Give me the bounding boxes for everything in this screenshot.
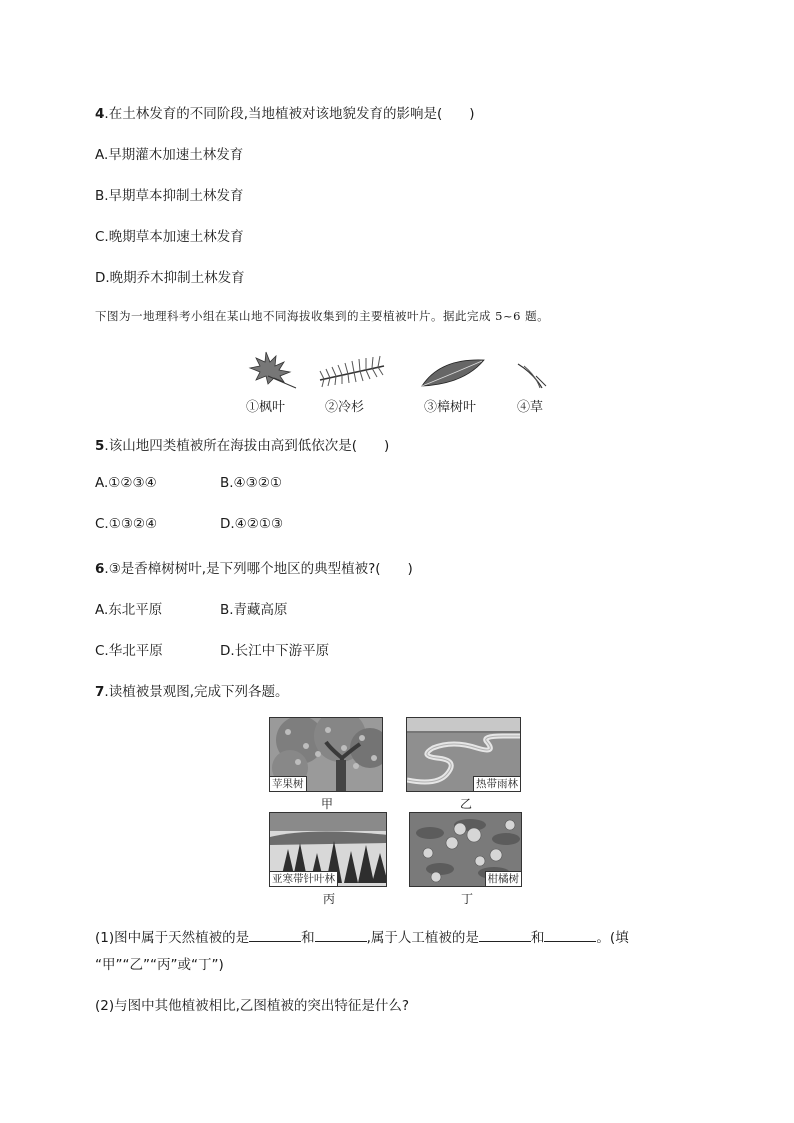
q4-number: 4 bbox=[95, 106, 105, 122]
maple-leaf-icon bbox=[246, 348, 300, 394]
q7-sub1 bbox=[95, 926, 629, 946]
q4-option-b: B.早期草本抑制土林发育 bbox=[95, 188, 244, 204]
answer-blank-artificial-1[interactable] bbox=[479, 929, 531, 942]
answer-blank-natural-2[interactable] bbox=[315, 929, 367, 942]
q5-6-intro: 下图为一地理科考小组在某山地不同海拔收集到的主要植被叶片。据此完成 5~6 题。 bbox=[95, 309, 550, 323]
q4-stem bbox=[95, 102, 475, 122]
q7-sub1-prefix: (1)图中属于天然植被的是 bbox=[95, 930, 250, 946]
q5-option-a: A.①②③④ bbox=[95, 475, 157, 491]
photo-apple-tree bbox=[269, 717, 383, 792]
q7-sub1-middle: ,属于人工植被的是 bbox=[366, 930, 479, 946]
leaf-label-fir: ②冷杉 bbox=[325, 400, 365, 415]
leaf-label-camphor: ③樟树叶 bbox=[424, 400, 477, 415]
leaf-label-maple: ①枫叶 bbox=[246, 400, 286, 415]
q4-option-d: D.晚期乔木抑制土林发育 bbox=[95, 270, 245, 286]
q7-sub2: (2)与图中其他植被相比,乙图植被的突出特征是什么? bbox=[95, 998, 410, 1014]
q7-number: 7 bbox=[95, 684, 105, 700]
photo-caption-citrus: 柑橘树 bbox=[485, 871, 522, 886]
q4-option-a: A.早期灌木加速土林发育 bbox=[95, 147, 244, 163]
q6-option-c: C.华北平原 bbox=[95, 643, 163, 659]
q5-stem bbox=[95, 434, 389, 454]
answer-blank-artificial-2[interactable] bbox=[544, 929, 596, 942]
q7-stem-text: .读植被景观图,完成下列各题。 bbox=[104, 684, 289, 700]
photo-label-yi: 乙 bbox=[460, 797, 473, 811]
q7-sub1-and1: 和 bbox=[301, 930, 315, 946]
q6-stem-text: .③是香樟树树叶,是下列哪个地区的典型植被?( ) bbox=[104, 561, 413, 577]
photo-rainforest bbox=[406, 717, 521, 792]
photo-caption-rainforest: 热带雨林 bbox=[473, 776, 520, 791]
q7-sub1-suffix: 。(填 bbox=[596, 930, 629, 946]
photo-label-jia: 甲 bbox=[321, 797, 334, 811]
q5-number: 5 bbox=[95, 438, 105, 454]
answer-blank-natural-1[interactable] bbox=[249, 929, 301, 942]
q4-stem-text: .在土林发育的不同阶段,当地植被对该地貌发育的影响是( ) bbox=[104, 106, 475, 122]
q6-number: 6 bbox=[95, 561, 105, 577]
q6-option-a: A.东北平原 bbox=[95, 602, 163, 618]
q7-stem bbox=[95, 680, 289, 700]
q4-option-c: C.晚期草本加速土林发育 bbox=[95, 229, 244, 245]
q6-stem bbox=[95, 557, 413, 577]
q5-option-d: D.④②①③ bbox=[220, 516, 284, 532]
q7-sub1-line2: “甲”“乙”“丙”或“丁”) bbox=[95, 957, 224, 973]
q5-option-c: C.①③②④ bbox=[95, 516, 158, 532]
photo-coniferous-forest bbox=[269, 812, 387, 887]
photo-label-ding: 丁 bbox=[461, 892, 474, 906]
leaf-label-grass: ④草 bbox=[517, 400, 544, 415]
photo-label-bing: 丙 bbox=[323, 892, 336, 906]
grass-blade-icon bbox=[516, 360, 548, 394]
q7-sub1-and2: 和 bbox=[530, 930, 545, 946]
q5-stem-text: .该山地四类植被所在海拔由高到低依次是( ) bbox=[104, 438, 390, 454]
photo-caption-coniferous: 亚寒带针叶林 bbox=[270, 871, 338, 886]
fir-branch-icon bbox=[318, 352, 386, 392]
camphor-leaf-icon bbox=[418, 356, 488, 394]
q6-option-d: D.长江中下游平原 bbox=[220, 643, 330, 659]
photo-citrus-tree bbox=[409, 812, 522, 887]
q6-option-b: B.青藏高原 bbox=[220, 602, 288, 618]
photo-caption-apple: 苹果树 bbox=[270, 776, 307, 791]
q5-option-b: B.④③②① bbox=[220, 475, 282, 491]
